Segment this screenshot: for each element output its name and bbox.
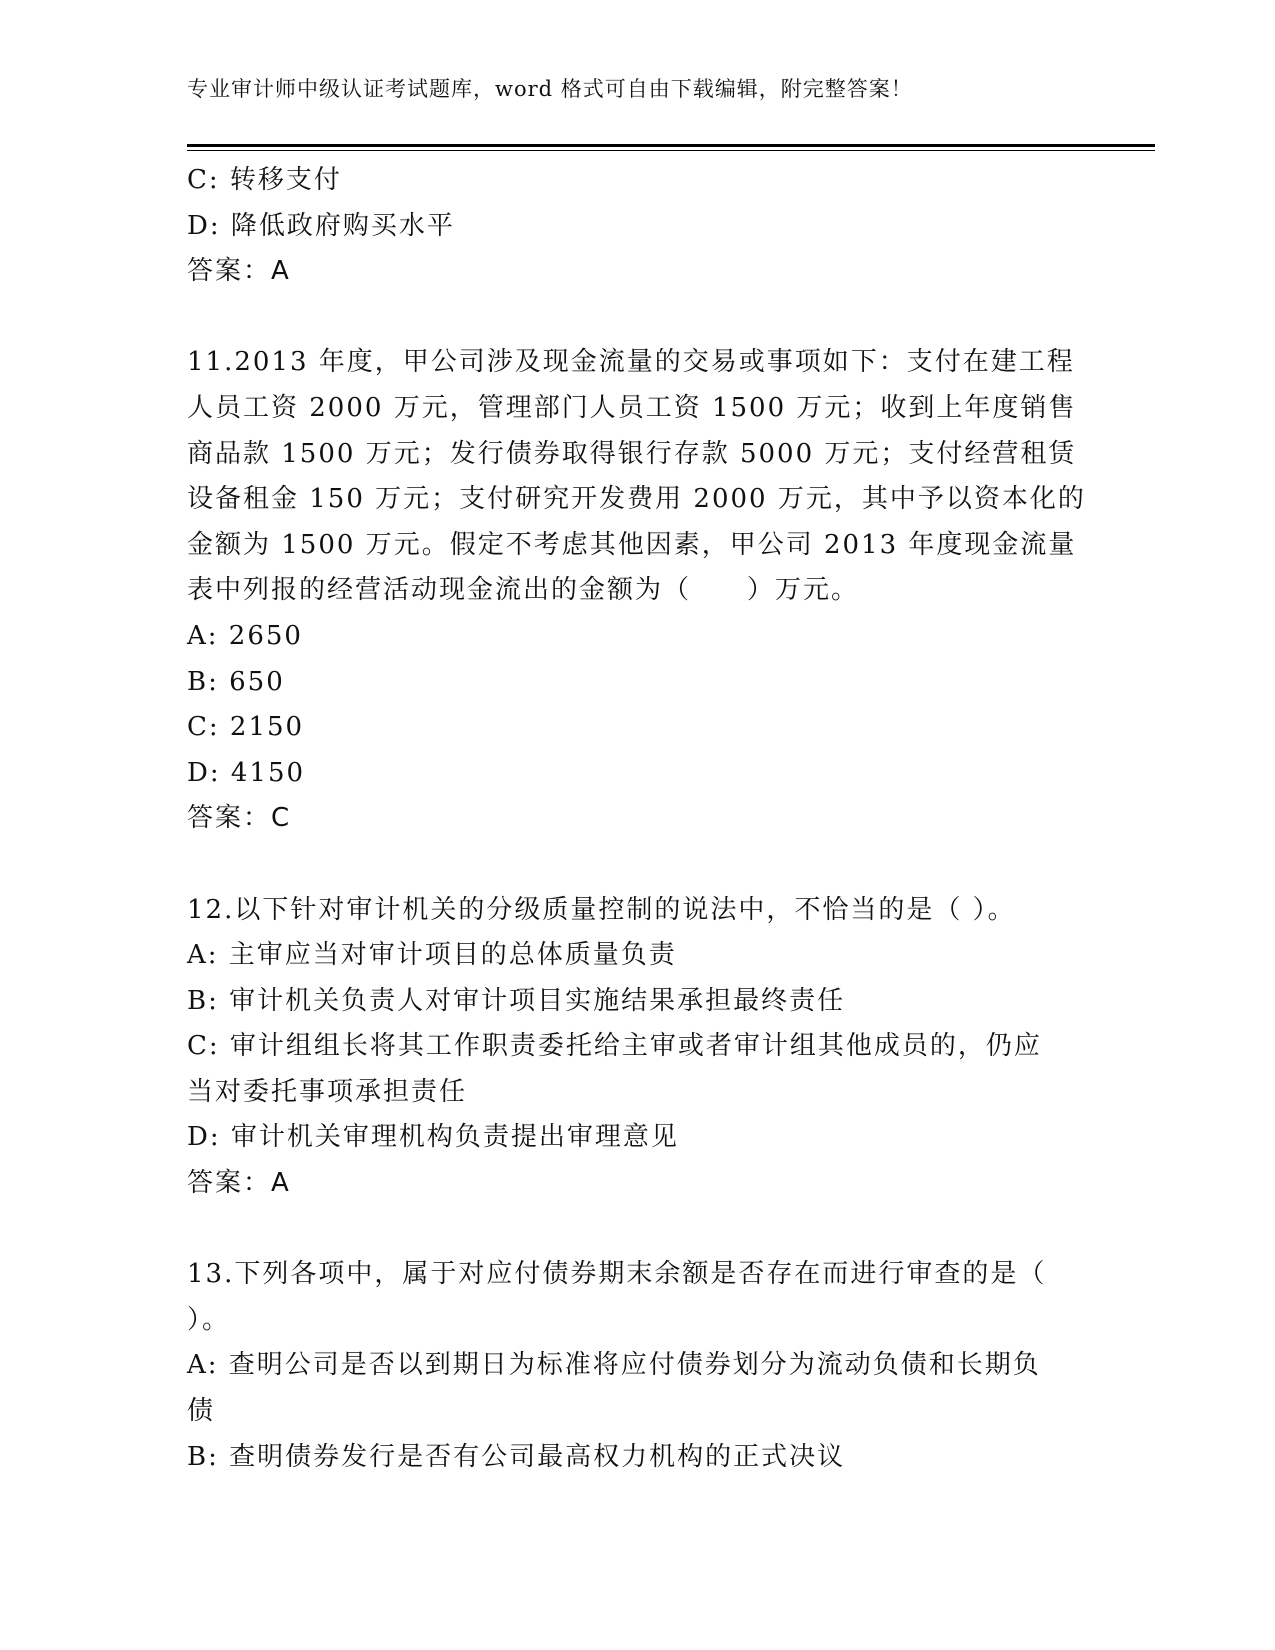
question-stem-line: 12.以下针对审计机关的分级质量控制的说法中，不恰当的是（ ）。 — [187, 894, 1016, 925]
option-line: 当对委托事项承担责任 — [187, 1076, 468, 1107]
option-line: D: 降低政府购买水平 — [187, 210, 455, 241]
page-header: 专业审计师中级认证考试题库，word 格式可自由下载编辑，附完整答案！ — [187, 77, 913, 101]
option-line: A: 主审应当对审计项目的总体质量负责 — [187, 940, 677, 971]
option-line: C: 转移支付 — [187, 165, 342, 195]
option-line: D: 审计机关审理机构负责提出审理意见 — [187, 1122, 679, 1153]
header-rule-thick — [187, 144, 1155, 147]
question-stem-line: 商品款 1500 万元；发行债券取得银行存款 5000 万元；支付经营租赁 — [187, 438, 1077, 469]
option-line: C: 审计组组长将其工作职责委托给主审或者审计组其他成员的，仍应 — [187, 1031, 1042, 1062]
question-stem-line: 人员工资 2000 万元，管理部门人员工资 1500 万元；收到上年度销售 — [187, 392, 1077, 423]
option-line: B: 查明债券发行是否有公司最高权力机构的正式决议 — [187, 1441, 846, 1472]
option-line: 债 — [187, 1396, 216, 1427]
answer-line: 答案：A — [187, 256, 291, 287]
spacer — [187, 842, 1087, 888]
question-stem-line: ）。 — [187, 1304, 231, 1335]
option-line: C: 2150 — [187, 712, 305, 743]
option-line: A: 2650 — [187, 620, 303, 651]
answer-line: 答案：A — [187, 1168, 291, 1199]
answer-line: 答案：C — [187, 803, 292, 834]
option-line: B: 650 — [187, 666, 285, 697]
question-stem-line: 金额为 1500 万元。假定不考虑其他因素，甲公司 2013 年度现金流量 — [187, 529, 1077, 560]
option-line: D: 4150 — [187, 757, 306, 788]
document-body — [187, 158, 1087, 1480]
spacer — [187, 1207, 1087, 1253]
spacer — [187, 295, 1087, 341]
question-stem-line: 13.下列各项中，属于对应付债券期末余额是否存在而进行审查的是（ — [187, 1259, 1047, 1290]
question-stem-line: 表中列报的经营活动现金流出的金额为（ ）万元。 — [187, 575, 860, 606]
option-line: A: 查明公司是否以到期日为标准将应付债券划分为流动负债和长期负 — [187, 1350, 1041, 1381]
header-rule-thin — [187, 150, 1155, 151]
question-stem-line: 设备租金 150 万元；支付研究开发费用 2000 万元，其中予以资本化的 — [187, 484, 1086, 515]
option-line: B: 审计机关负责人对审计项目实施结果承担最终责任 — [187, 985, 846, 1016]
question-stem-line: 11.2013 年度，甲公司涉及现金流量的交易或事项如下：支付在建工程 — [187, 347, 1075, 378]
